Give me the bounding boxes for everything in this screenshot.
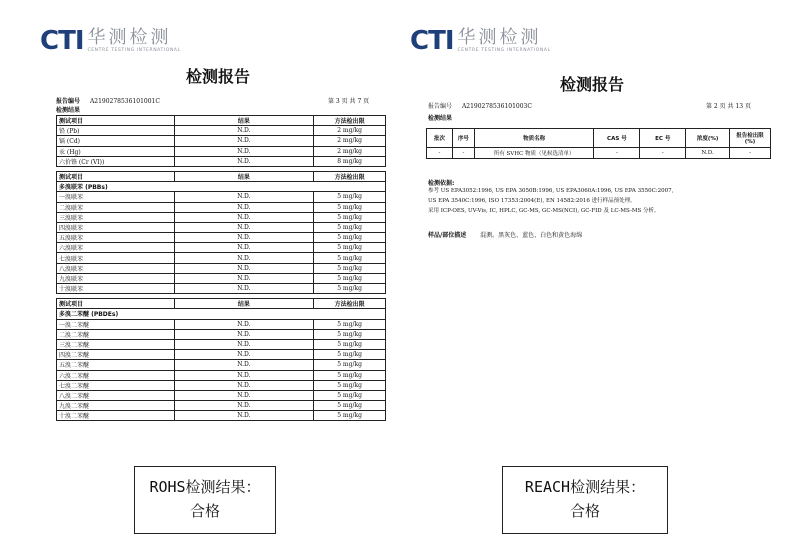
table-row xyxy=(57,350,386,360)
table-cell: N.D. xyxy=(174,146,313,156)
method-text xyxy=(428,186,673,216)
table-cell: 5 mg/kg xyxy=(314,273,386,283)
column-header: 结果 xyxy=(174,299,313,309)
page-number: 第 2 页 共 13 页 xyxy=(706,103,751,110)
table-cell: N.D. xyxy=(174,263,313,273)
table-cell: 三溴二苯醚 xyxy=(57,339,175,349)
method-line: 采用 ICP-OES, UV-Vis, IC, HPLC, GC-MS, GC-MS(NCI), GC-FID 及 LC-MS-MS 分析。 xyxy=(428,208,660,214)
page-number: 第 3 页 共 7 页 xyxy=(328,98,370,105)
table-row xyxy=(57,390,386,400)
rohs-result-label: ROHS检测结果： xyxy=(149,478,261,496)
method-line: US EPA 3540C:1996, ISO 17353:2004(E), EN 14582:2016 进行样品预处理。 xyxy=(428,198,636,204)
column-header: 批次 xyxy=(427,129,453,148)
table-row xyxy=(57,126,386,136)
table-row xyxy=(57,319,386,329)
reach-report-page xyxy=(410,0,780,300)
table-cell: 五溴二苯醚 xyxy=(57,360,175,370)
table-cell: 铅 (Pb) xyxy=(57,126,175,136)
table-cell: 八溴联苯 xyxy=(57,263,175,273)
table-cell: N.D. xyxy=(174,284,313,294)
column-header: 结果 xyxy=(174,116,313,126)
table-cell: N.D. xyxy=(174,233,313,243)
table-cell: N.D. xyxy=(174,243,313,253)
table-row xyxy=(57,243,386,253)
table-row xyxy=(57,263,386,273)
report-no: 报告编号 A2190278536101003C xyxy=(428,103,532,110)
table-cell: 十溴联苯 xyxy=(57,284,175,294)
table-cell: 八溴二苯醚 xyxy=(57,390,175,400)
column-header: CAS 号 xyxy=(594,129,640,148)
table-cell: 2 mg/kg xyxy=(314,146,386,156)
table-row xyxy=(57,156,386,166)
table-row xyxy=(57,212,386,222)
table-cell: 七溴联苯 xyxy=(57,253,175,263)
sample-description: 样品/部位描述 混测。黑灰色、蓝色、白色和黄色海绵 xyxy=(428,232,583,239)
reach-result-label: REACH检测结果： xyxy=(524,478,646,496)
column-header: EC 号 xyxy=(640,129,686,148)
column-header: 方法检出限 xyxy=(314,171,386,181)
table-cell: 2 mg/kg xyxy=(314,136,386,146)
column-header: 浓度(%) xyxy=(686,129,730,148)
table-row xyxy=(57,339,386,349)
method-label: 检测依据: xyxy=(428,180,455,187)
table-cell: N.D. xyxy=(174,401,313,411)
column-header: 报告检出限(%) xyxy=(730,129,771,148)
column-header: 物质名称 xyxy=(474,129,594,148)
page-title: 检测报告 xyxy=(186,67,251,86)
group-label: 多溴联苯 (PBBs) xyxy=(57,182,386,192)
table-row xyxy=(57,401,386,411)
table-cell: N.D. xyxy=(174,192,313,202)
cti-logo-right xyxy=(410,28,551,54)
table-header-row xyxy=(57,171,386,181)
table-cell: 5 mg/kg xyxy=(314,233,386,243)
table-cell: 5 mg/kg xyxy=(314,243,386,253)
column-header: 测试项目 xyxy=(57,299,175,309)
table-cell: 四溴二苯醚 xyxy=(57,350,175,360)
section-label: 检测结果 xyxy=(428,115,453,122)
table-row xyxy=(57,253,386,263)
logo-cn-name: 华测检测 xyxy=(87,27,172,48)
group-row xyxy=(57,182,386,192)
table-cell: 5 mg/kg xyxy=(314,319,386,329)
table-cell: N.D. xyxy=(174,222,313,232)
table-cell: N.D. xyxy=(686,148,730,159)
table-cell: 一溴联苯 xyxy=(57,192,175,202)
rohs-report-page xyxy=(40,0,395,520)
table-cell: - xyxy=(427,148,453,159)
table-cell: N.D. xyxy=(174,360,313,370)
report-no: 报告编号 A2190278536101001C xyxy=(56,98,160,105)
table-cell: N.D. xyxy=(174,390,313,400)
column-header: 结果 xyxy=(174,171,313,181)
table-cell: 2 mg/kg xyxy=(314,126,386,136)
method-line: 参考 US EPA3052:1996, US EPA 3050B:1996, US EPA3060A:1996, US EPA 3550C:2007, xyxy=(428,188,674,194)
table-cell: 5 mg/kg xyxy=(314,411,386,421)
table-row xyxy=(57,380,386,390)
table-cell: - xyxy=(452,148,474,159)
table-cell: N.D. xyxy=(174,319,313,329)
rohs-result-value: 合格 xyxy=(189,502,220,520)
table-cell: 九溴联苯 xyxy=(57,273,175,283)
table-row xyxy=(57,284,386,294)
table-cell: 5 mg/kg xyxy=(314,370,386,380)
table-cell: N.D. xyxy=(174,202,313,212)
table-row xyxy=(57,273,386,283)
table-row xyxy=(57,192,386,202)
table-row xyxy=(57,370,386,380)
column-header: 方法检出限 xyxy=(314,116,386,126)
table-cell: 5 mg/kg xyxy=(314,222,386,232)
table-cell: 二溴联苯 xyxy=(57,202,175,212)
table-cell: 三溴联苯 xyxy=(57,212,175,222)
rohs-result-table xyxy=(56,115,386,421)
column-header: 序号 xyxy=(452,129,474,148)
table-cell: - xyxy=(730,148,771,159)
table-row xyxy=(57,202,386,212)
reach-result-box xyxy=(502,466,668,534)
table-cell: 七溴二苯醚 xyxy=(57,380,175,390)
logo-brand: CTI xyxy=(410,26,454,56)
table-cell: 5 mg/kg xyxy=(314,284,386,294)
table-cell: 5 mg/kg xyxy=(314,350,386,360)
rohs-result-box xyxy=(134,466,276,534)
table-cell: - xyxy=(594,148,640,159)
table-cell: N.D. xyxy=(174,126,313,136)
table-cell: 5 mg/kg xyxy=(314,192,386,202)
group-label: 多溴二苯醚 (PBDEs) xyxy=(57,309,386,319)
table-cell: 所有 SVHC 物质（见候选清单） xyxy=(474,148,594,159)
table-cell: 镉 (Cd) xyxy=(57,136,175,146)
table-cell: 5 mg/kg xyxy=(314,263,386,273)
table-cell: 六价铬 (Cr (VI)) xyxy=(57,156,175,166)
table-cell: N.D. xyxy=(174,253,313,263)
table-cell: 五溴联苯 xyxy=(57,233,175,243)
logo-brand: CTI xyxy=(40,26,84,56)
table-cell: 5 mg/kg xyxy=(314,202,386,212)
group-row xyxy=(57,309,386,319)
table-cell: 5 mg/kg xyxy=(314,380,386,390)
logo-en-name: CENTRE TESTING INTERNATIONAL xyxy=(457,48,551,53)
table-row xyxy=(57,329,386,339)
logo-en-name: CENTRE TESTING INTERNATIONAL xyxy=(87,48,181,53)
table-cell: 十溴二苯醚 xyxy=(57,411,175,421)
cti-logo-left xyxy=(40,28,181,54)
table-cell: 5 mg/kg xyxy=(314,339,386,349)
table-row xyxy=(57,136,386,146)
table-row xyxy=(57,222,386,232)
table-cell: 九溴二苯醚 xyxy=(57,401,175,411)
table-cell: N.D. xyxy=(174,339,313,349)
reach-result-value: 合格 xyxy=(569,502,600,520)
table-row xyxy=(57,411,386,421)
table-cell: 一溴二苯醚 xyxy=(57,319,175,329)
table-cell: N.D. xyxy=(174,329,313,339)
column-header: 方法检出限 xyxy=(314,299,386,309)
table-cell: 六溴联苯 xyxy=(57,243,175,253)
table-cell: N.D. xyxy=(174,136,313,146)
table-cell: 8 mg/kg xyxy=(314,156,386,166)
table-cell: 二溴二苯醚 xyxy=(57,329,175,339)
table-header-row xyxy=(57,299,386,309)
table-row xyxy=(57,146,386,156)
table-cell: N.D. xyxy=(174,411,313,421)
table-row xyxy=(57,360,386,370)
table-cell: N.D. xyxy=(174,370,313,380)
page-title: 检测报告 xyxy=(560,75,625,94)
table-cell: 汞 (Hg) xyxy=(57,146,175,156)
table-header-row xyxy=(57,116,386,126)
column-header: 测试项目 xyxy=(57,171,175,181)
table-cell: N.D. xyxy=(174,380,313,390)
table-row xyxy=(57,233,386,243)
reach-result-table xyxy=(426,128,771,159)
table-cell: - xyxy=(640,148,686,159)
table-cell: N.D. xyxy=(174,212,313,222)
table-cell: N.D. xyxy=(174,350,313,360)
column-header: 测试项目 xyxy=(57,116,175,126)
table-cell: 5 mg/kg xyxy=(314,212,386,222)
section-label: 检测结果 xyxy=(56,107,81,114)
table-cell: 5 mg/kg xyxy=(314,360,386,370)
logo-cn-name: 华测检测 xyxy=(457,27,542,48)
table-cell: 5 mg/kg xyxy=(314,390,386,400)
table-cell: N.D. xyxy=(174,156,313,166)
table-cell: N.D. xyxy=(174,273,313,283)
table-cell: 5 mg/kg xyxy=(314,401,386,411)
table-cell: 六溴二苯醚 xyxy=(57,370,175,380)
table-cell: 5 mg/kg xyxy=(314,253,386,263)
table-cell: 5 mg/kg xyxy=(314,329,386,339)
table-cell: 四溴联苯 xyxy=(57,222,175,232)
